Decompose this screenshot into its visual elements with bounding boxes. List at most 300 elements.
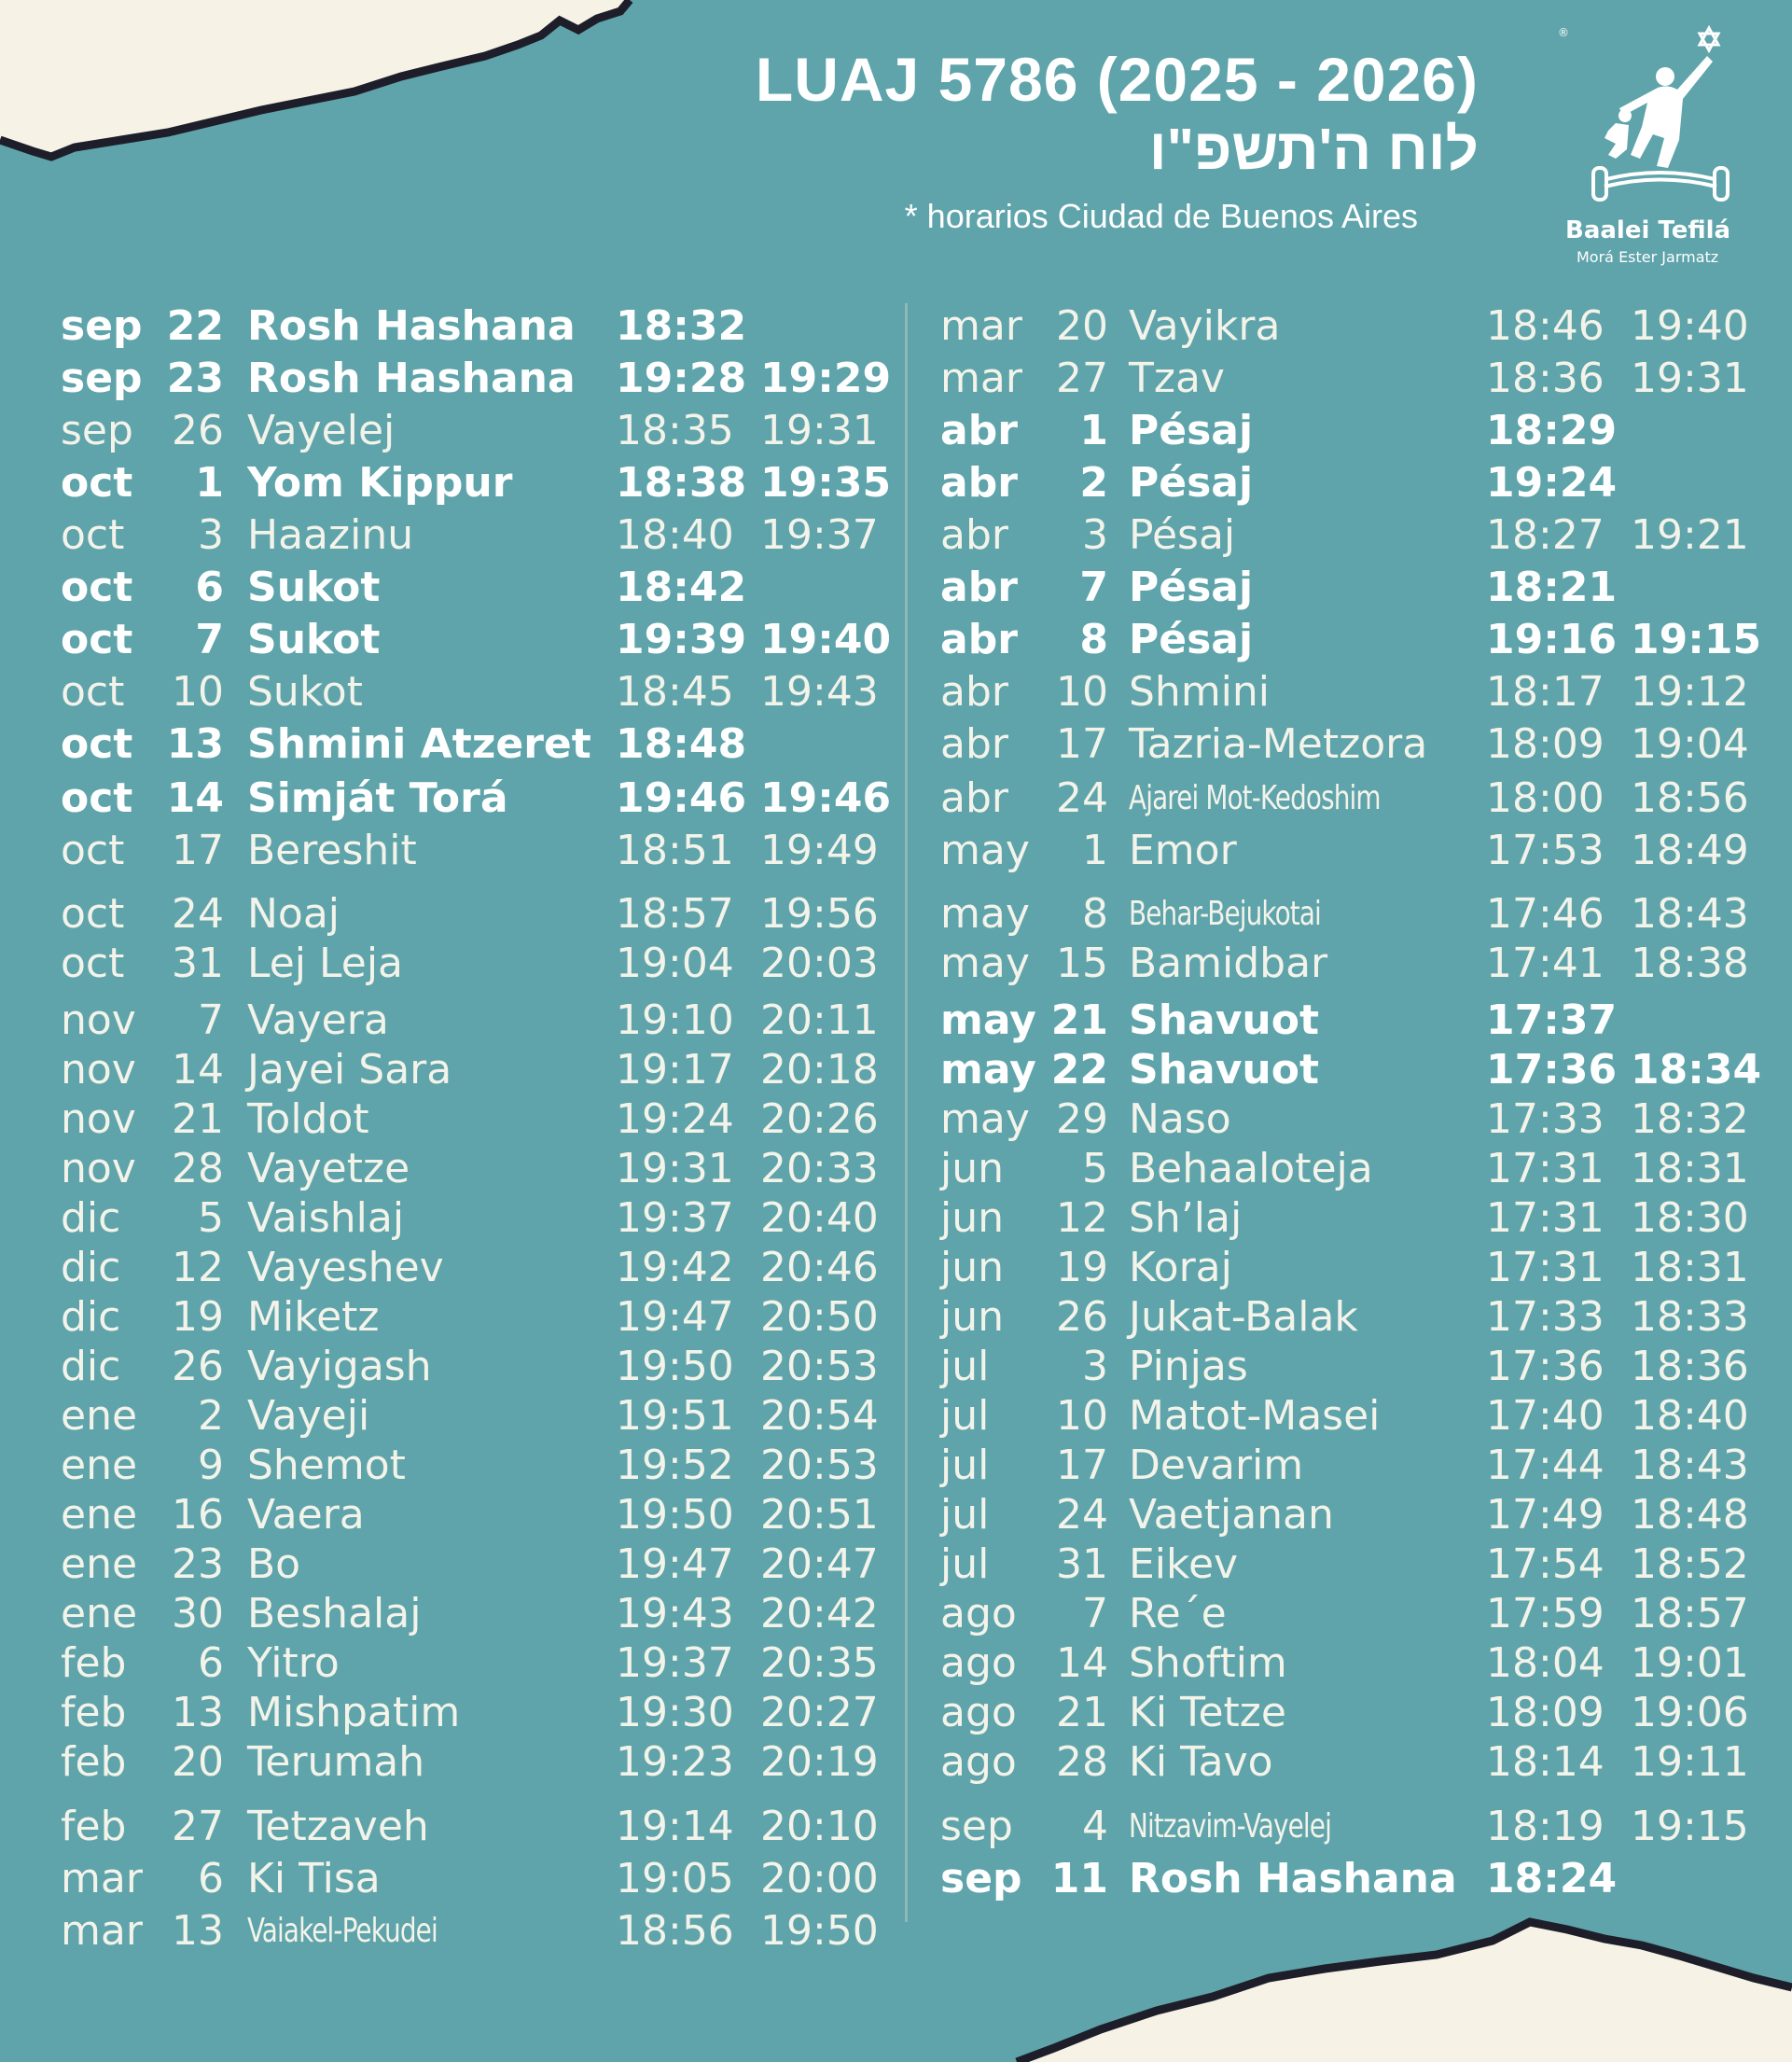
parasha-name: Behar-Bejukotai	[1129, 895, 1321, 933]
candle-time: 19:04	[616, 940, 734, 987]
havdala-time: 19:35	[760, 459, 892, 507]
havdala-time: 18:31	[1631, 1145, 1749, 1192]
parasha-name: Naso	[1129, 1095, 1231, 1143]
month-label: nov	[61, 1145, 136, 1192]
havdala-time: 20:35	[760, 1639, 879, 1687]
havdala-time: 19:01	[1631, 1639, 1749, 1687]
parasha-name: Simját Torá	[247, 774, 508, 822]
candle-time: 19:31	[616, 1145, 734, 1192]
month-label: jun	[940, 1145, 1004, 1192]
day-number: 7	[198, 996, 224, 1044]
month-label: nov	[61, 1095, 136, 1143]
parasha-name: Vaishlaj	[247, 1194, 405, 1242]
day-number: 3	[1082, 1343, 1108, 1390]
day-number: 2	[1079, 459, 1108, 507]
havdala-time: 20:51	[760, 1491, 879, 1539]
day-number: 13	[172, 1907, 224, 1955]
candle-time: 18:00	[1486, 774, 1604, 822]
month-label: feb	[61, 1738, 127, 1786]
month-label: jun	[940, 1293, 1004, 1341]
candle-time: 18:51	[616, 827, 734, 874]
day-number: 12	[172, 1244, 224, 1291]
havdala-time: 19:21	[1631, 511, 1749, 559]
month-label: oct	[61, 774, 133, 822]
month-label: jun	[940, 1244, 1004, 1291]
candle-time: 17:33	[1486, 1293, 1604, 1341]
day-number: 22	[166, 302, 224, 350]
month-label: abr	[940, 511, 1008, 559]
havdala-time: 19:12	[1631, 668, 1749, 716]
month-label: jul	[940, 1442, 990, 1489]
havdala-time: 20:42	[760, 1590, 879, 1637]
havdala-time: 19:29	[760, 355, 892, 402]
day-number: 30	[172, 1590, 224, 1637]
figure-head-icon	[1656, 67, 1674, 86]
month-label: oct	[61, 940, 125, 987]
logo-graphic	[1567, 19, 1754, 215]
column-divider	[905, 303, 908, 1922]
parasha-name: Vayera	[247, 996, 389, 1044]
candle-time: 19:14	[616, 1803, 734, 1850]
havdala-time: 18:33	[1631, 1293, 1749, 1341]
day-number: 26	[172, 407, 224, 454]
candle-time: 19:47	[616, 1540, 734, 1588]
havdala-time: 18:32	[1631, 1095, 1749, 1143]
candle-time: 19:23	[616, 1738, 734, 1786]
candle-time: 18:40	[616, 511, 734, 559]
month-label: sep	[940, 1803, 1013, 1850]
parasha-name: Devarim	[1129, 1442, 1304, 1489]
day-number: 10	[172, 668, 224, 716]
parasha-name: Shoftim	[1129, 1639, 1287, 1687]
havdala-time: 18:48	[1631, 1491, 1749, 1539]
day-number: 1	[195, 459, 224, 507]
month-label: ene	[61, 1590, 138, 1637]
parasha-name: Vayigash	[247, 1343, 432, 1390]
havdala-time: 19:37	[760, 511, 879, 559]
day-number: 31	[172, 940, 224, 987]
candle-time: 19:24	[1486, 459, 1618, 507]
havdala-time: 19:31	[1631, 355, 1749, 402]
havdala-time: 20:00	[760, 1855, 879, 1902]
parasha-name: Mishpatim	[247, 1689, 461, 1736]
candle-time: 17:31	[1486, 1145, 1604, 1192]
candle-time: 18:36	[1486, 355, 1604, 402]
havdala-time: 19:56	[760, 890, 879, 938]
candle-time: 17:40	[1486, 1392, 1604, 1440]
candle-time: 19:30	[616, 1689, 734, 1736]
day-number: 15	[1056, 940, 1108, 987]
parasha-name: Shmini	[1129, 668, 1271, 716]
havdala-time: 18:38	[1631, 940, 1749, 987]
parasha-name: Bo	[247, 1540, 301, 1588]
day-number: 28	[172, 1145, 224, 1192]
havdala-time: 19:15	[1631, 616, 1762, 663]
month-label: ene	[61, 1491, 138, 1539]
candle-time: 17:44	[1486, 1442, 1604, 1489]
parasha-name: Koraj	[1129, 1244, 1232, 1291]
parasha-name: Ajarei Mot-Kedoshim	[1129, 779, 1381, 817]
havdala-time: 18:34	[1631, 1046, 1762, 1094]
month-label: feb	[61, 1803, 127, 1850]
parasha-name: Rosh Hashana	[1129, 1855, 1457, 1902]
candle-time: 18:48	[616, 720, 747, 768]
day-number: 5	[198, 1194, 224, 1242]
month-label: nov	[61, 996, 136, 1044]
parasha-name: Pésaj	[1129, 564, 1254, 611]
candle-time: 19:50	[616, 1343, 734, 1390]
candle-time: 19:39	[616, 616, 747, 663]
day-number: 11	[1050, 1855, 1108, 1902]
page-title: LUAJ 5786 (2025 - 2026)	[755, 45, 1479, 114]
month-label: abr	[940, 720, 1008, 768]
day-number: 7	[195, 616, 224, 663]
day-number: 20	[1056, 302, 1108, 350]
candle-time: 19:17	[616, 1046, 734, 1094]
day-number: 23	[172, 1540, 224, 1588]
day-number: 8	[1079, 616, 1108, 663]
havdala-time: 20:54	[760, 1392, 879, 1440]
month-label: ene	[61, 1540, 138, 1588]
candle-time: 18:17	[1486, 668, 1604, 716]
parasha-name: Noaj	[247, 890, 340, 938]
day-number: 23	[166, 355, 224, 402]
candle-time: 18:14	[1486, 1738, 1604, 1786]
month-label: oct	[61, 511, 125, 559]
havdala-time: 20:03	[760, 940, 879, 987]
day-number: 13	[166, 720, 224, 768]
month-label: oct	[61, 827, 125, 874]
month-label: ene	[61, 1442, 138, 1489]
candle-time: 19:24	[616, 1095, 734, 1143]
day-number: 13	[172, 1689, 224, 1736]
candle-time: 17:41	[1486, 940, 1604, 987]
month-label: ago	[940, 1738, 1017, 1786]
day-number: 21	[1056, 1689, 1108, 1736]
day-number: 27	[172, 1803, 224, 1850]
havdala-time: 19:50	[760, 1907, 879, 1955]
parasha-name: Vaetjanan	[1129, 1491, 1334, 1539]
candle-time: 17:54	[1486, 1540, 1604, 1588]
parasha-name: Tzav	[1129, 355, 1225, 402]
logo	[1558, 19, 1754, 280]
candle-time: 19:37	[616, 1639, 734, 1687]
day-number: 17	[1056, 1442, 1108, 1489]
candle-time: 18:46	[1486, 302, 1604, 350]
havdala-time: 19:40	[760, 616, 892, 663]
day-number: 19	[172, 1293, 224, 1341]
day-number: 8	[1082, 890, 1108, 938]
parasha-name: Sukot	[247, 616, 381, 663]
havdala-time: 18:31	[1631, 1244, 1749, 1291]
parasha-name: Ki Tetze	[1129, 1689, 1286, 1736]
month-label: jul	[940, 1343, 990, 1390]
parasha-name: Sh’laj	[1129, 1194, 1243, 1242]
candle-time: 18:45	[616, 668, 734, 716]
parasha-name: Yitro	[247, 1639, 340, 1687]
day-number: 17	[172, 827, 224, 874]
parasha-name: Shmini Atzeret	[247, 720, 591, 768]
scroll-icon	[1593, 168, 1728, 200]
candle-time: 18:35	[616, 407, 734, 454]
havdala-time: 20:46	[760, 1244, 879, 1291]
parasha-name: Beshalaj	[247, 1590, 422, 1637]
parasha-name: Ki Tisa	[247, 1855, 381, 1902]
candle-time: 19:05	[616, 1855, 734, 1902]
day-number: 29	[1056, 1095, 1108, 1143]
bottom-right-paper	[1017, 1922, 1792, 2062]
day-number: 21	[172, 1095, 224, 1143]
parasha-name: Toldot	[247, 1095, 369, 1143]
hebrew-title: לוח ה'תשפ"ו	[1148, 118, 1479, 182]
month-label: abr	[940, 668, 1008, 716]
day-number: 3	[198, 511, 224, 559]
parasha-name: Terumah	[247, 1738, 425, 1786]
candle-time: 18:27	[1486, 511, 1604, 559]
candle-time: 19:43	[616, 1590, 734, 1637]
day-number: 9	[198, 1442, 224, 1489]
parasha-name: Emor	[1129, 827, 1237, 874]
candle-time: 18:09	[1486, 720, 1604, 768]
parasha-name: Pésaj	[1129, 511, 1236, 559]
month-label: feb	[61, 1689, 127, 1736]
parasha-name: Lej Leja	[247, 940, 404, 987]
candle-time: 19:16	[1486, 616, 1618, 663]
havdala-time: 18:43	[1631, 890, 1749, 938]
day-number: 6	[198, 1855, 224, 1902]
havdala-time: 20:26	[760, 1095, 879, 1143]
havdala-time: 20:11	[760, 996, 879, 1044]
day-number: 5	[1082, 1145, 1108, 1192]
parasha-name: Pinjas	[1129, 1343, 1248, 1390]
month-label: nov	[61, 1046, 136, 1094]
month-label: abr	[940, 564, 1018, 611]
day-number: 10	[1056, 1392, 1108, 1440]
candle-time: 19:50	[616, 1491, 734, 1539]
parasha-name: Vaiakel-Pekudei	[247, 1912, 438, 1950]
day-number: 6	[198, 1639, 224, 1687]
havdala-time: 18:49	[1631, 827, 1749, 874]
parasha-name: Yom Kippur	[247, 459, 513, 507]
day-number: 14	[172, 1046, 224, 1094]
candle-time: 18:42	[616, 564, 747, 611]
parasha-name: Re´e	[1129, 1590, 1227, 1637]
month-label: mar	[940, 302, 1022, 350]
candle-time: 18:21	[1486, 564, 1618, 611]
month-label: dic	[61, 1244, 121, 1291]
candle-time: 17:46	[1486, 890, 1604, 938]
havdala-time: 19:15	[1631, 1803, 1749, 1850]
month-label: may	[940, 940, 1030, 987]
day-number: 1	[1079, 407, 1108, 454]
month-label: sep	[940, 1855, 1022, 1902]
month-label: oct	[61, 890, 125, 938]
month-label: mar	[940, 355, 1022, 402]
month-label: feb	[61, 1639, 127, 1687]
havdala-time: 18:43	[1631, 1442, 1749, 1489]
month-label: abr	[940, 774, 1008, 822]
day-number: 7	[1082, 1590, 1108, 1637]
parasha-name: Jayei Sara	[247, 1046, 452, 1094]
candle-time: 18:38	[616, 459, 747, 507]
day-number: 4	[1082, 1803, 1108, 1850]
day-number: 28	[1056, 1738, 1108, 1786]
month-label: ene	[61, 1392, 138, 1440]
candle-time: 19:47	[616, 1293, 734, 1341]
month-label: dic	[61, 1194, 121, 1242]
parasha-name: Behaaloteja	[1129, 1145, 1373, 1192]
candle-time: 19:52	[616, 1442, 734, 1489]
candle-time: 19:51	[616, 1392, 734, 1440]
havdala-time: 20:47	[760, 1540, 879, 1588]
havdala-time: 19:43	[760, 668, 879, 716]
month-label: may	[940, 1046, 1036, 1094]
day-number: 10	[1056, 668, 1108, 716]
parasha-name: Tazria-Metzora	[1129, 720, 1428, 768]
candle-time: 17:49	[1486, 1491, 1604, 1539]
candle-time: 17:53	[1486, 827, 1604, 874]
havdala-time: 18:57	[1631, 1590, 1749, 1637]
candle-time: 17:59	[1486, 1590, 1604, 1637]
day-number: 21	[1050, 996, 1108, 1044]
candle-time: 17:36	[1486, 1046, 1618, 1094]
candle-time: 19:37	[616, 1194, 734, 1242]
parasha-name: Bamidbar	[1129, 940, 1328, 987]
parasha-name: Sukot	[247, 564, 381, 611]
month-label: sep	[61, 407, 133, 454]
parasha-name: Shavuot	[1129, 1046, 1319, 1094]
day-number: 24	[1056, 1491, 1108, 1539]
parasha-name: Rosh Hashana	[247, 302, 576, 350]
day-number: 22	[1050, 1046, 1108, 1094]
month-label: abr	[940, 616, 1018, 663]
candle-time: 18:09	[1486, 1689, 1604, 1736]
day-number: 20	[172, 1738, 224, 1786]
day-number: 19	[1056, 1244, 1108, 1291]
day-number: 3	[1082, 511, 1108, 559]
month-label: dic	[61, 1343, 121, 1390]
month-label: jul	[940, 1540, 990, 1588]
parasha-name: Miketz	[247, 1293, 380, 1341]
candle-time: 17:33	[1486, 1095, 1604, 1143]
candle-time: 18:19	[1486, 1803, 1604, 1850]
havdala-time: 20:27	[760, 1689, 879, 1736]
havdala-time: 19:11	[1631, 1738, 1749, 1786]
havdala-time: 19:46	[760, 774, 892, 822]
month-label: jul	[940, 1491, 990, 1539]
havdala-time: 18:52	[1631, 1540, 1749, 1588]
havdala-time: 20:53	[760, 1442, 879, 1489]
day-number: 26	[172, 1343, 224, 1390]
month-label: oct	[61, 616, 133, 663]
havdala-time: 18:40	[1631, 1392, 1749, 1440]
havdala-time: 19:49	[760, 827, 879, 874]
day-number: 1	[1082, 827, 1108, 874]
havdala-time: 19:31	[760, 407, 879, 454]
candle-time: 17:31	[1486, 1244, 1604, 1291]
havdala-time: 20:33	[760, 1145, 879, 1192]
parasha-name: Eikev	[1129, 1540, 1239, 1588]
day-number: 27	[1056, 355, 1108, 402]
candle-time: 18:32	[616, 302, 747, 350]
parasha-name: Vayeshev	[247, 1244, 444, 1291]
day-number: 16	[172, 1491, 224, 1539]
logo-tagline: Morá Ester Jarmatz	[1577, 248, 1719, 266]
candle-time: 18:29	[1486, 407, 1618, 454]
month-label: ago	[940, 1689, 1017, 1736]
havdala-time: 19:06	[1631, 1689, 1749, 1736]
day-number: 6	[195, 564, 224, 611]
day-number: 24	[172, 890, 224, 938]
havdala-time: 20:40	[760, 1194, 879, 1242]
month-label: dic	[61, 1293, 121, 1341]
candle-time: 18:56	[616, 1907, 734, 1955]
month-label: abr	[940, 459, 1018, 507]
day-number: 7	[1079, 564, 1108, 611]
top-left-paper	[0, 0, 630, 157]
month-label: sep	[61, 302, 143, 350]
day-number: 2	[198, 1392, 224, 1440]
day-number: 24	[1056, 774, 1108, 822]
month-label: may	[940, 890, 1030, 938]
parasha-name: Pésaj	[1129, 459, 1254, 507]
candle-time: 19:46	[616, 774, 747, 822]
month-label: oct	[61, 668, 125, 716]
candle-time: 17:37	[1486, 996, 1618, 1044]
havdala-time: 18:36	[1631, 1343, 1749, 1390]
candle-time: 18:24	[1486, 1855, 1618, 1902]
candle-time: 18:04	[1486, 1639, 1604, 1687]
parasha-name: Sukot	[247, 668, 363, 716]
havdala-time: 20:53	[760, 1343, 879, 1390]
logo-name: Baalei Tefilá	[1565, 216, 1731, 244]
parasha-name: Bereshit	[247, 827, 417, 874]
registered-mark: ®	[1558, 26, 1569, 39]
parasha-name: Vaera	[247, 1491, 365, 1539]
havdala-time: 20:50	[760, 1293, 879, 1341]
month-label: oct	[61, 564, 133, 611]
parasha-name: Shavuot	[1129, 996, 1319, 1044]
parasha-name: Tetzaveh	[247, 1803, 429, 1850]
havdala-time: 18:30	[1631, 1194, 1749, 1242]
candle-time: 17:36	[1486, 1343, 1604, 1390]
day-number: 26	[1056, 1293, 1108, 1341]
month-label: ago	[940, 1590, 1017, 1637]
havdala-time: 20:19	[760, 1738, 879, 1786]
month-label: abr	[940, 407, 1018, 454]
header	[653, 42, 1479, 240]
candle-time: 18:57	[616, 890, 734, 938]
month-label: mar	[61, 1907, 143, 1955]
parasha-name: Pésaj	[1129, 616, 1254, 663]
day-number: 31	[1056, 1540, 1108, 1588]
month-label: ago	[940, 1639, 1017, 1687]
candle-time: 17:31	[1486, 1194, 1604, 1242]
day-number: 14	[166, 774, 224, 822]
havdala-time: 20:18	[760, 1046, 879, 1094]
havdala-time: 18:56	[1631, 774, 1749, 822]
parasha-name: Rosh Hashana	[247, 355, 576, 402]
month-label: oct	[61, 720, 133, 768]
parasha-name: Matot-Masei	[1129, 1392, 1381, 1440]
parasha-name: Vayikra	[1129, 302, 1281, 350]
parasha-name: Shemot	[247, 1442, 406, 1489]
month-label: mar	[61, 1855, 143, 1902]
parasha-name: Vayeji	[247, 1392, 370, 1440]
parasha-name: Vayetze	[247, 1145, 410, 1192]
month-label: may	[940, 827, 1030, 874]
month-label: oct	[61, 459, 133, 507]
